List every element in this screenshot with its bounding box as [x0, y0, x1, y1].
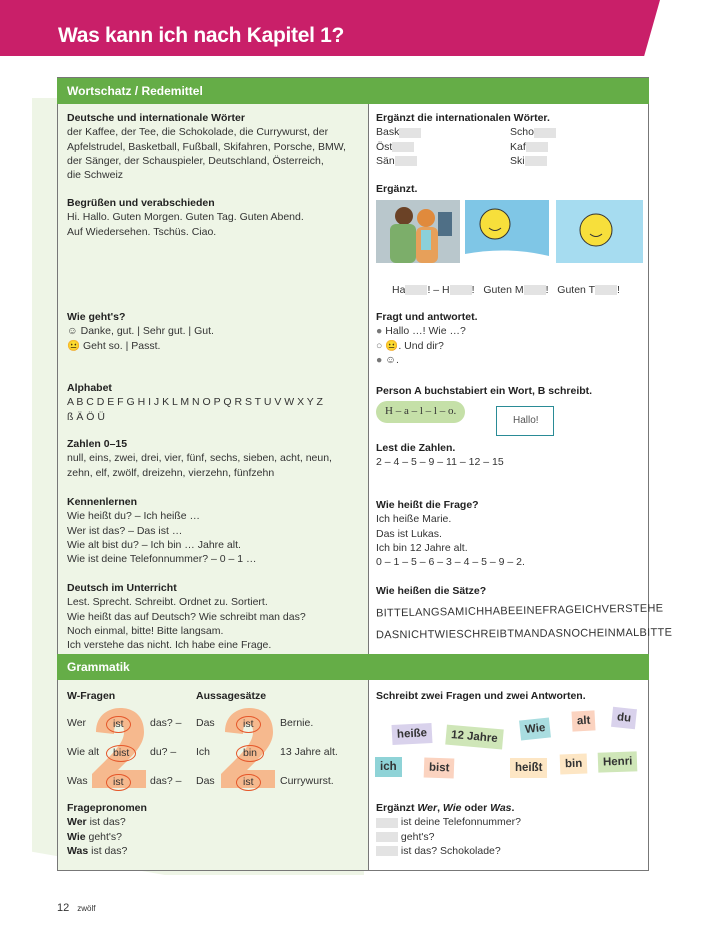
block-heading: Zahlen 0–15 [67, 438, 128, 450]
block-line: A B C D E F G H I J K L M N O P Q R S T U V W X Y Z [67, 396, 323, 409]
block-line: Ich verstehe das nicht. Ich habe eine Frage. [67, 639, 272, 652]
grammar-word: Wer [67, 717, 87, 729]
word-stub: Öst [376, 140, 510, 154]
question-exercise: Wie heißt die Frage? Ich heiße Marie. Das ist Lukas. Ich bin 12 Jahre alt. 0 – 1 – 5 – 6 – 3 – 4 – 5 – 9 – 2. [376, 499, 525, 569]
filled-dot-icon: ● [376, 325, 383, 338]
verb-circle: bin [236, 745, 264, 762]
block-line: null, eins, zwei, drei, vier, fünf, sechs, sieben, acht, neun, [67, 452, 332, 465]
block-line: Noch einmal, bitte! Bitte langsam. [67, 624, 224, 637]
day-sun-illustration [556, 200, 643, 263]
word-card[interactable]: bist [424, 757, 455, 778]
block-line: ☺ Danke, gut. | Sehr gut. | Gut. [67, 325, 214, 338]
numbers-exercise: Lest die Zahlen. 2 – 4 – 5 – 9 – 11 – 12 – 15 [376, 442, 504, 469]
wfragen-heading: W-Fragen [67, 690, 116, 702]
vocab-block-wiegehts [67, 310, 363, 381]
word-card[interactable]: 12 Jahre [445, 725, 503, 750]
blank-field[interactable] [399, 128, 421, 138]
word-card[interactable]: du [611, 707, 637, 729]
block-heading: Alphabet [67, 382, 112, 394]
block-line: Wie heißt du? – Ich heiße … [67, 510, 201, 523]
vocab-block-gruss [67, 196, 363, 310]
verb-circle: bist [106, 745, 136, 762]
vocab-block-unterricht [67, 581, 363, 652]
exercise-heading: Ergänzt. [376, 183, 418, 195]
verb-circle: ist [106, 716, 131, 733]
block-line: ß Ä Ö Ü [67, 410, 105, 423]
grammar-word: Das [196, 775, 215, 787]
word-card[interactable]: alt [571, 710, 595, 731]
letter-snake: BITTELANGSAMICHHABEEINEFRAGEICHVERSTEHE [375, 602, 664, 620]
word-stub: Scho [510, 125, 610, 139]
grammar-word: Was [67, 775, 88, 787]
section-header-grammatik: Grammatik [57, 654, 649, 680]
page-footer [57, 902, 95, 914]
word-card[interactable]: ich [375, 757, 402, 777]
block-heading: Begrüßen und verabschieden [67, 197, 215, 209]
verb-circle: ist [106, 774, 131, 791]
section-header-wortschatz: Wortschatz / Redemittel [57, 78, 649, 104]
blank-field[interactable] [595, 285, 617, 295]
blank-field[interactable] [526, 142, 548, 152]
column-divider [368, 680, 369, 870]
blank-field[interactable] [525, 156, 547, 166]
aussage-heading: Aussagesätze [196, 690, 267, 702]
exercise-heading: Ergänzt die internationalen Wörter. [376, 112, 550, 124]
vocab-block-zahlen [67, 437, 363, 495]
grammar-word: Bernie. [280, 717, 314, 729]
blank-field[interactable] [376, 832, 398, 842]
word-card[interactable]: heiße [392, 723, 433, 745]
block-heading: Wie geht's? [67, 311, 126, 323]
vocab-block-kennen [67, 495, 363, 581]
blank-field[interactable] [395, 156, 417, 166]
grammar-word: das? – [150, 717, 182, 729]
block-line: die Schweiz [67, 169, 124, 182]
vocab-block-alphabet [67, 381, 363, 437]
blank-field[interactable] [534, 128, 556, 138]
block-heading: Deutsch im Unterricht [67, 582, 177, 594]
exercise-heading: Wie heißen die Sätze? [376, 585, 487, 597]
grammar-word: Ich [196, 746, 211, 758]
block-line: zehn, elf, zwölf, dreizehn, vierzehn, fünfzehn [67, 466, 275, 479]
blank-field[interactable] [376, 846, 398, 856]
exercise-heading: Fragt und antwortet. [376, 311, 478, 323]
grammar-word: du? – [150, 746, 177, 758]
verb-circle: ist [236, 716, 261, 733]
block-line: Auf Wiedersehen. Tschüs. Ciao. [67, 225, 217, 238]
exercise-heading: Person A buchstabiert ein Wort, B schreibt. [376, 385, 593, 397]
fragepronomen: Fragepronomen Wer ist das? Wie geht's? Was ist das? [67, 802, 147, 857]
dialogue-exercise: Fragt und antwortet. ● Hallo …! Wie …? ○ 😐. Und dir? ● ☺. [376, 311, 478, 366]
empty-dot-icon: ○ [376, 339, 383, 352]
speech-bubble: H – a – l – l – o. [376, 401, 465, 423]
greeting-blanks: Ha ! – H ! Guten M ! Guten T ! [392, 284, 620, 296]
word-stub: Sän [376, 154, 510, 168]
grammar-word: Das [196, 717, 215, 729]
blank-field[interactable] [450, 285, 472, 295]
word-stub: Ski [510, 154, 610, 168]
intl-words-exercise [376, 111, 646, 168]
block-heading: Deutsche und internationale Wörter [67, 112, 245, 124]
letter-snake: DASNICHTWIESCHREIBTMANDASNOCHEINMALBITTE [375, 626, 673, 642]
word-stub: Kaf [510, 140, 610, 154]
verb-circle: ist [236, 774, 261, 791]
block-line: Hi. Hallo. Guten Morgen. Guten Tag. Guten Abend. [67, 211, 304, 224]
block-line: Wie heißt das auf Deutsch? Wie schreibt man das? [67, 610, 306, 623]
blank-field[interactable] [405, 285, 427, 295]
vocab-block-intl [67, 111, 363, 196]
page-title: Was kann ich nach Kapitel 1? [58, 24, 345, 47]
block-line: 😐 Geht so. | Passt. [67, 339, 161, 352]
wer-wie-was-exercise: Ergänzt Wer, Wie oder Was. ist deine Telefonnummer? geht's? ist das? Schokolade? [376, 802, 521, 857]
block-line: der Kaffee, der Tee, die Schokolade, die Currywurst, der [67, 126, 329, 139]
block-line: Apfelstrudel, Basketball, Fußball, Skifahren, Porsche, BMW, [67, 140, 346, 153]
word-card[interactable]: Henri [598, 751, 638, 772]
block-line: der Sänger, der Schauspieler, Deutschland, Österreich, [67, 154, 324, 167]
grammar-word: 13 Jahre alt. [280, 746, 338, 758]
block-line: Wie alt bist du? – Ich bin … Jahre alt. [67, 538, 241, 551]
blank-field[interactable] [524, 285, 546, 295]
word-card[interactable]: Wie [519, 717, 551, 740]
morning-sun-illustration [465, 200, 549, 263]
block-line: Lest. Sprecht. Schreibt. Ordnet zu. Sortiert. [67, 596, 268, 609]
block-line: Wie ist deine Telefonnummer? – 0 – 1 … [67, 553, 257, 566]
notepad: Hallo! [496, 406, 554, 436]
blank-field[interactable] [392, 142, 414, 152]
girls-illustration [376, 200, 460, 263]
word-card[interactable]: bin [560, 754, 588, 775]
grammar-word: Currywurst. [280, 775, 334, 787]
word-card[interactable]: heißt [510, 758, 547, 778]
page-number-word: zwölf [77, 904, 96, 913]
column-divider [368, 104, 369, 654]
vocab-column [67, 111, 363, 652]
filled-dot-icon: ● [376, 353, 383, 366]
block-heading: Kennenlernen [67, 496, 138, 508]
blank-field[interactable] [376, 818, 398, 828]
exercise-heading: Schreibt zwei Fragen und zwei Antworten. [376, 690, 586, 702]
block-line: Wer ist das? – Das ist … [67, 524, 183, 537]
grammar-word: das? – [150, 775, 182, 787]
word-stub: Bask [376, 125, 510, 139]
page-number: 12 [57, 902, 70, 914]
grammar-word: Wie alt [67, 746, 100, 758]
